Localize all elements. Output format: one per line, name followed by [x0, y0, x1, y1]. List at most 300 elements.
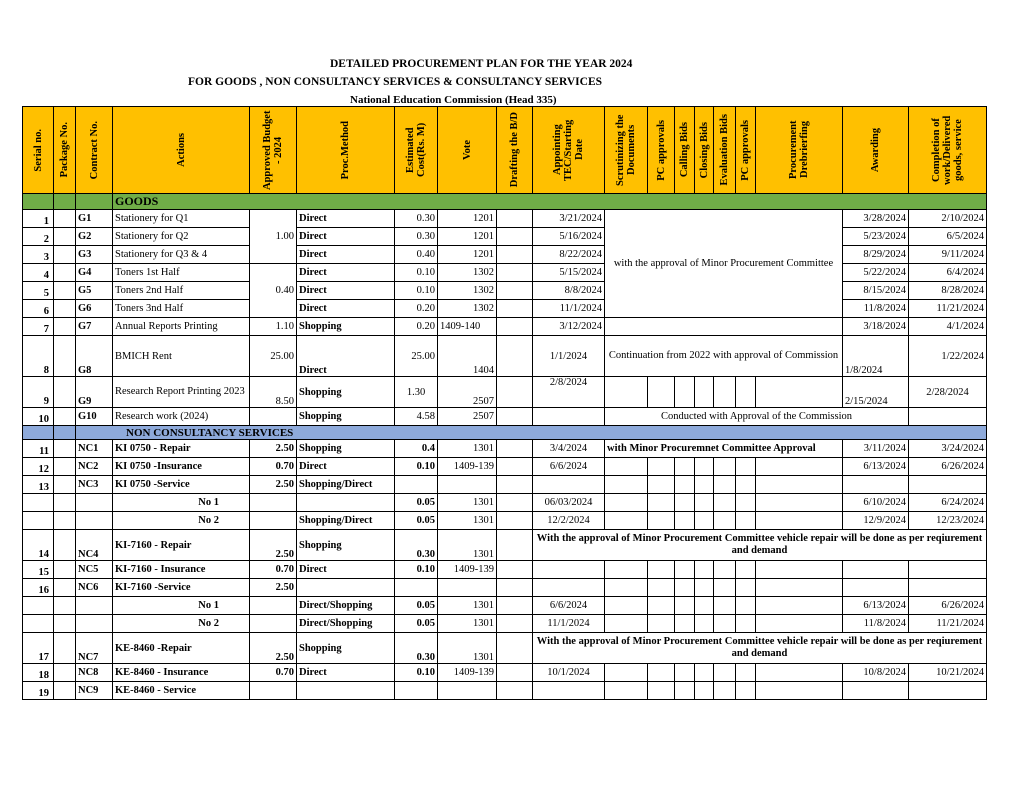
serial-cell: 10	[23, 408, 54, 426]
action-cell: Research Report Printing 2023	[113, 377, 250, 408]
completion-cell	[909, 579, 987, 597]
award-cell	[843, 476, 909, 494]
table-cell	[756, 458, 843, 476]
cost-cell: 0.10	[395, 458, 438, 476]
table-cell	[54, 664, 76, 682]
award-cell	[843, 579, 909, 597]
serial-cell: 13	[23, 476, 54, 494]
contract-cell: G1	[76, 210, 113, 228]
column-header-label: Procurement Drebrierfing	[788, 120, 810, 180]
date-cell: 12/2/2024	[533, 512, 605, 530]
contract-cell: NC2	[76, 458, 113, 476]
table-row	[23, 664, 987, 682]
completion-cell: 6/4/2024	[909, 264, 987, 282]
table-row	[23, 476, 987, 494]
budget-cell: 1.10	[250, 318, 297, 336]
method-cell: Direct	[297, 228, 395, 246]
serial-cell: 1	[23, 210, 54, 228]
table-cell	[675, 579, 695, 597]
table-cell	[736, 377, 756, 408]
method-cell: Direct	[297, 210, 395, 228]
table-cell	[736, 597, 756, 615]
table-cell	[736, 512, 756, 530]
column-header	[756, 107, 843, 194]
contract-cell	[76, 597, 113, 615]
note-cell: with the approval of Minor Procurement Committee	[605, 210, 843, 318]
serial-cell: 12	[23, 458, 54, 476]
table-row	[23, 408, 987, 426]
action-cell: KE-8460 -Repair	[113, 633, 250, 664]
action-cell: BMICH Rent	[113, 336, 250, 377]
completion-cell	[909, 561, 987, 579]
serial-cell: 2	[23, 228, 54, 246]
column-header-label: Actions	[175, 133, 187, 167]
date-cell: 8/8/2024	[533, 282, 605, 300]
table-cell	[605, 682, 648, 700]
serial-cell: 16	[23, 579, 54, 597]
table-cell	[605, 458, 648, 476]
table-cell	[54, 530, 76, 561]
action-cell: Toners 3nd Half	[113, 300, 250, 318]
method-cell: Direct	[297, 336, 395, 377]
column-header-label: Proc.Method	[340, 120, 351, 180]
award-cell: 3/11/2024	[843, 440, 909, 458]
cost-cell: 0.05	[395, 494, 438, 512]
date-cell	[533, 476, 605, 494]
method-cell	[297, 494, 395, 512]
column-header-label: Evaluation Bids	[719, 114, 730, 186]
action-cell: Stationery for Q1	[113, 210, 250, 228]
column-header-label: Estimated Cost(Rs. M)	[405, 122, 427, 178]
table-cell	[54, 494, 76, 512]
serial-cell: 5	[23, 282, 54, 300]
method-cell: Shopping	[297, 530, 395, 561]
action-cell: Toners 1st Half	[113, 264, 250, 282]
action-cell: KI 0750 -Insurance	[113, 458, 250, 476]
table-cell	[736, 458, 756, 476]
vote-cell: 1201	[438, 246, 497, 264]
action-cell: KI-7160 - Repair	[113, 530, 250, 561]
table-cell	[695, 494, 714, 512]
cost-cell: 0.10	[395, 264, 438, 282]
cost-cell: 0.30	[395, 633, 438, 664]
date-cell: 6/6/2024	[533, 597, 605, 615]
contract-cell: NC3	[76, 476, 113, 494]
table-row	[23, 561, 987, 579]
column-header	[843, 107, 909, 194]
award-cell: 11/8/2024	[843, 300, 909, 318]
table-cell	[675, 494, 695, 512]
method-cell: Shopping	[297, 440, 395, 458]
award-cell: 10/8/2024	[843, 664, 909, 682]
table-cell	[695, 579, 714, 597]
table-cell	[675, 561, 695, 579]
contract-cell: NC8	[76, 664, 113, 682]
column-header	[54, 107, 76, 194]
vote-cell: 1301	[438, 512, 497, 530]
table-cell	[736, 664, 756, 682]
method-cell: Direct	[297, 282, 395, 300]
table-row	[23, 336, 987, 377]
table-row	[23, 633, 987, 664]
column-header	[395, 107, 438, 194]
vote-cell: 1302	[438, 264, 497, 282]
budget-cell	[250, 682, 297, 700]
vote-cell: 1301	[438, 494, 497, 512]
table-row	[23, 530, 987, 561]
vote-cell: 1409-139	[438, 458, 497, 476]
column-header	[438, 107, 497, 194]
note-cell: Conducted with Approval of the Commission	[605, 408, 909, 426]
table-cell	[648, 512, 675, 530]
award-cell: 3/18/2024	[843, 318, 909, 336]
cost-cell	[395, 579, 438, 597]
budget-cell: 2.50	[250, 633, 297, 664]
contract-cell: NC1	[76, 440, 113, 458]
table-cell	[497, 530, 533, 561]
table-cell	[497, 318, 533, 336]
method-cell: Direct	[297, 458, 395, 476]
completion-cell: 10/21/2024	[909, 664, 987, 682]
method-cell: Direct/Shopping	[297, 597, 395, 615]
serial-cell	[23, 615, 54, 633]
section-non-consultancy	[23, 426, 987, 440]
section-label: NON CONSULTANCY SERVICES	[76, 426, 987, 440]
table-cell	[675, 377, 695, 408]
cost-cell: 0.20	[395, 318, 438, 336]
contract-cell: G10	[76, 408, 113, 426]
table-cell	[54, 408, 76, 426]
cost-cell: 0.4	[395, 440, 438, 458]
action-cell: Annual Reports Printing	[113, 318, 250, 336]
table-row	[23, 264, 987, 282]
budget-cell	[250, 512, 297, 530]
column-header	[533, 107, 605, 194]
table-cell	[675, 664, 695, 682]
serial-cell: 8	[23, 336, 54, 377]
contract-cell	[76, 615, 113, 633]
cost-cell: 0.20	[395, 300, 438, 318]
completion-cell: 3/24/2024	[909, 440, 987, 458]
date-cell: 3/21/2024	[533, 210, 605, 228]
note-cell: With the approval of Minor Procurement Committee vehicle repair will be done as per reqiurement and demand	[533, 530, 987, 561]
award-cell: 8/29/2024	[843, 246, 909, 264]
table-cell	[497, 494, 533, 512]
table-row	[23, 318, 987, 336]
cost-cell	[395, 682, 438, 700]
method-cell	[297, 579, 395, 597]
table-cell	[714, 597, 736, 615]
table-cell	[756, 597, 843, 615]
action-cell: Research work (2024)	[113, 408, 250, 426]
contract-cell: G8	[76, 336, 113, 377]
contract-cell: G2	[76, 228, 113, 246]
table-cell	[497, 377, 533, 408]
contract-cell: NC9	[76, 682, 113, 700]
table-cell	[648, 494, 675, 512]
table-cell	[675, 682, 695, 700]
table-cell	[605, 597, 648, 615]
table-cell	[54, 458, 76, 476]
column-header-label: Approved Budget - 2024	[262, 110, 284, 190]
table-cell	[497, 597, 533, 615]
table-cell	[695, 561, 714, 579]
vote-cell: 1409-139	[438, 561, 497, 579]
cost-cell: 0.05	[395, 512, 438, 530]
column-header-label: PC approvals	[655, 119, 667, 181]
table-cell	[675, 512, 695, 530]
serial-cell: 17	[23, 633, 54, 664]
table-cell	[714, 458, 736, 476]
vote-cell: 2507	[438, 408, 497, 426]
date-cell: 3/4/2024	[533, 440, 605, 458]
method-cell: Shopping/Direct	[297, 476, 395, 494]
completion-cell: 6/24/2024	[909, 494, 987, 512]
serial-cell: 11	[23, 440, 54, 458]
table-cell	[54, 615, 76, 633]
table-cell	[54, 300, 76, 318]
vote-cell: 1409-140	[438, 318, 497, 336]
table-cell	[605, 579, 648, 597]
table-row	[23, 228, 987, 246]
table-cell	[497, 300, 533, 318]
column-header-label: Package No.	[59, 122, 70, 178]
budget-cell: 2.50	[250, 440, 297, 458]
completion-cell: 9/11/2024	[909, 246, 987, 264]
table-cell	[736, 494, 756, 512]
table-cell	[756, 579, 843, 597]
note-cell: Continuation from 2022 with approval of Commission	[605, 336, 843, 377]
award-cell	[843, 682, 909, 700]
award-cell: 5/22/2024	[843, 264, 909, 282]
budget-cell: 1.00	[250, 210, 297, 264]
table-row	[23, 682, 987, 700]
table-row	[23, 512, 987, 530]
date-cell: 5/16/2024	[533, 228, 605, 246]
table-cell	[714, 579, 736, 597]
method-cell: Shopping	[297, 377, 395, 408]
table-cell	[54, 228, 76, 246]
contract-cell: G7	[76, 318, 113, 336]
table-row	[23, 282, 987, 300]
method-cell: Direct	[297, 246, 395, 264]
award-cell: 6/10/2024	[843, 494, 909, 512]
award-cell: 2/15/2024	[843, 377, 909, 408]
table-cell	[497, 579, 533, 597]
table-cell	[54, 377, 76, 408]
table-cell	[756, 664, 843, 682]
table-cell	[497, 408, 533, 426]
table-cell	[648, 664, 675, 682]
contract-cell	[76, 494, 113, 512]
table-cell	[695, 476, 714, 494]
date-cell: 11/1/2024	[533, 615, 605, 633]
table-cell	[533, 408, 605, 426]
vote-cell: 2507	[438, 377, 497, 408]
table-row	[23, 210, 987, 228]
header-row	[23, 107, 987, 194]
serial-cell: 15	[23, 561, 54, 579]
contract-cell: NC5	[76, 561, 113, 579]
cost-cell: 0.30	[395, 228, 438, 246]
date-cell	[533, 579, 605, 597]
completion-cell: 4/1/2024	[909, 318, 987, 336]
date-cell: 6/6/2024	[533, 458, 605, 476]
table-cell	[736, 476, 756, 494]
table-cell	[497, 336, 533, 377]
method-cell: Direct	[297, 264, 395, 282]
method-cell: Direct	[297, 561, 395, 579]
action-cell: Stationery for Q3 & 4	[113, 246, 250, 264]
table-cell	[756, 476, 843, 494]
column-header	[23, 107, 54, 194]
vote-cell: 1301	[438, 597, 497, 615]
budget-cell: 2.50	[250, 530, 297, 561]
table-cell	[714, 494, 736, 512]
budget-cell: 25.00	[250, 336, 297, 377]
method-cell	[297, 682, 395, 700]
table-cell	[605, 561, 648, 579]
completion-cell: 11/21/2024	[909, 300, 987, 318]
column-header	[497, 107, 533, 194]
award-cell: 5/23/2024	[843, 228, 909, 246]
table-cell	[497, 282, 533, 300]
action-cell: No 2	[113, 615, 250, 633]
contract-cell: G5	[76, 282, 113, 300]
action-cell: No 1	[113, 494, 250, 512]
column-header	[695, 107, 714, 194]
table-cell	[695, 377, 714, 408]
table-cell	[497, 458, 533, 476]
table-cell	[497, 682, 533, 700]
column-header	[605, 107, 648, 194]
award-cell: 3/28/2024	[843, 210, 909, 228]
main-title: DETAILED PROCUREMENT PLAN FOR THE YEAR 2024	[330, 58, 633, 70]
table-cell	[756, 377, 843, 408]
note-cell: with Minor Procuremnet Committee Approval	[605, 440, 843, 458]
budget-cell: 0.70	[250, 458, 297, 476]
budget-cell	[250, 597, 297, 615]
table-cell	[54, 633, 76, 664]
budget-cell	[250, 615, 297, 633]
table-cell	[675, 615, 695, 633]
note-cell: With the approval of Minor Procurement Committee vehicle repair will be done as per reqiurement and demand	[533, 633, 987, 664]
table-cell	[756, 561, 843, 579]
table-cell	[54, 336, 76, 377]
vote-cell: 1201	[438, 210, 497, 228]
cost-cell: 0.10	[395, 664, 438, 682]
budget-cell: 8.50	[250, 377, 297, 408]
table-cell	[250, 408, 297, 426]
cost-cell: 0.05	[395, 597, 438, 615]
serial-cell	[23, 597, 54, 615]
completion-cell: 1/22/2024	[909, 336, 987, 377]
contract-cell: G9	[76, 377, 113, 408]
sub-title: FOR GOODS , NON CONSULTANCY SERVICES & CONSULTANCY SERVICES	[188, 76, 603, 88]
table-cell	[695, 512, 714, 530]
completion-cell	[909, 682, 987, 700]
award-cell: 12/9/2024	[843, 512, 909, 530]
table-cell	[497, 664, 533, 682]
table-cell	[605, 318, 843, 336]
table-row	[23, 458, 987, 476]
cost-cell: 0.40	[395, 246, 438, 264]
table-cell	[648, 579, 675, 597]
method-cell: Shopping	[297, 318, 395, 336]
table-cell	[497, 561, 533, 579]
table-cell	[497, 210, 533, 228]
table-cell	[695, 664, 714, 682]
table-cell	[756, 615, 843, 633]
column-header	[909, 107, 987, 194]
table-cell	[695, 682, 714, 700]
serial-cell	[23, 512, 54, 530]
table-row	[23, 440, 987, 458]
action-cell: No 1	[113, 597, 250, 615]
table-cell	[695, 458, 714, 476]
vote-cell: 1404	[438, 336, 497, 377]
table-cell	[54, 264, 76, 282]
vote-cell: 1201	[438, 228, 497, 246]
contract-cell: NC6	[76, 579, 113, 597]
column-header-label: Scrutinizing the Documents	[615, 114, 637, 186]
award-cell: 11/8/2024	[843, 615, 909, 633]
serial-cell: 14	[23, 530, 54, 561]
contract-cell	[76, 512, 113, 530]
date-cell: 5/15/2024	[533, 264, 605, 282]
table-cell	[714, 377, 736, 408]
table-cell	[756, 494, 843, 512]
cost-cell: 1.30	[395, 377, 438, 408]
table-cell	[648, 615, 675, 633]
table-cell	[736, 682, 756, 700]
cost-cell: 4.58	[395, 408, 438, 426]
table-cell	[605, 615, 648, 633]
table-cell	[695, 615, 714, 633]
method-cell: Direct	[297, 300, 395, 318]
vote-cell: 1301	[438, 530, 497, 561]
table-cell	[675, 458, 695, 476]
table-row	[23, 615, 987, 633]
procurement-table	[22, 106, 987, 700]
table-cell	[54, 246, 76, 264]
column-header	[736, 107, 756, 194]
date-cell: 10/1/2024	[533, 664, 605, 682]
contract-cell: NC7	[76, 633, 113, 664]
organization-title: National Education Commission (Head 335)	[350, 94, 557, 106]
column-header-label: Closing Bids	[698, 121, 710, 179]
action-cell: KE-8460 - Insurance	[113, 664, 250, 682]
table-cell	[605, 494, 648, 512]
serial-cell: 4	[23, 264, 54, 282]
method-cell: Shopping	[297, 633, 395, 664]
table-cell	[54, 476, 76, 494]
budget-cell	[250, 494, 297, 512]
vote-cell	[438, 476, 497, 494]
table-cell	[695, 597, 714, 615]
action-cell: KE-8460 - Service	[113, 682, 250, 700]
column-header	[113, 107, 250, 194]
column-header-label: Awarding	[870, 127, 881, 173]
cost-cell: 0.10	[395, 282, 438, 300]
serial-cell: 9	[23, 377, 54, 408]
table-cell	[648, 377, 675, 408]
completion-cell	[909, 476, 987, 494]
column-header	[76, 107, 113, 194]
cost-cell: 0.10	[395, 561, 438, 579]
table-cell	[648, 682, 675, 700]
action-cell: Stationery for Q2	[113, 228, 250, 246]
